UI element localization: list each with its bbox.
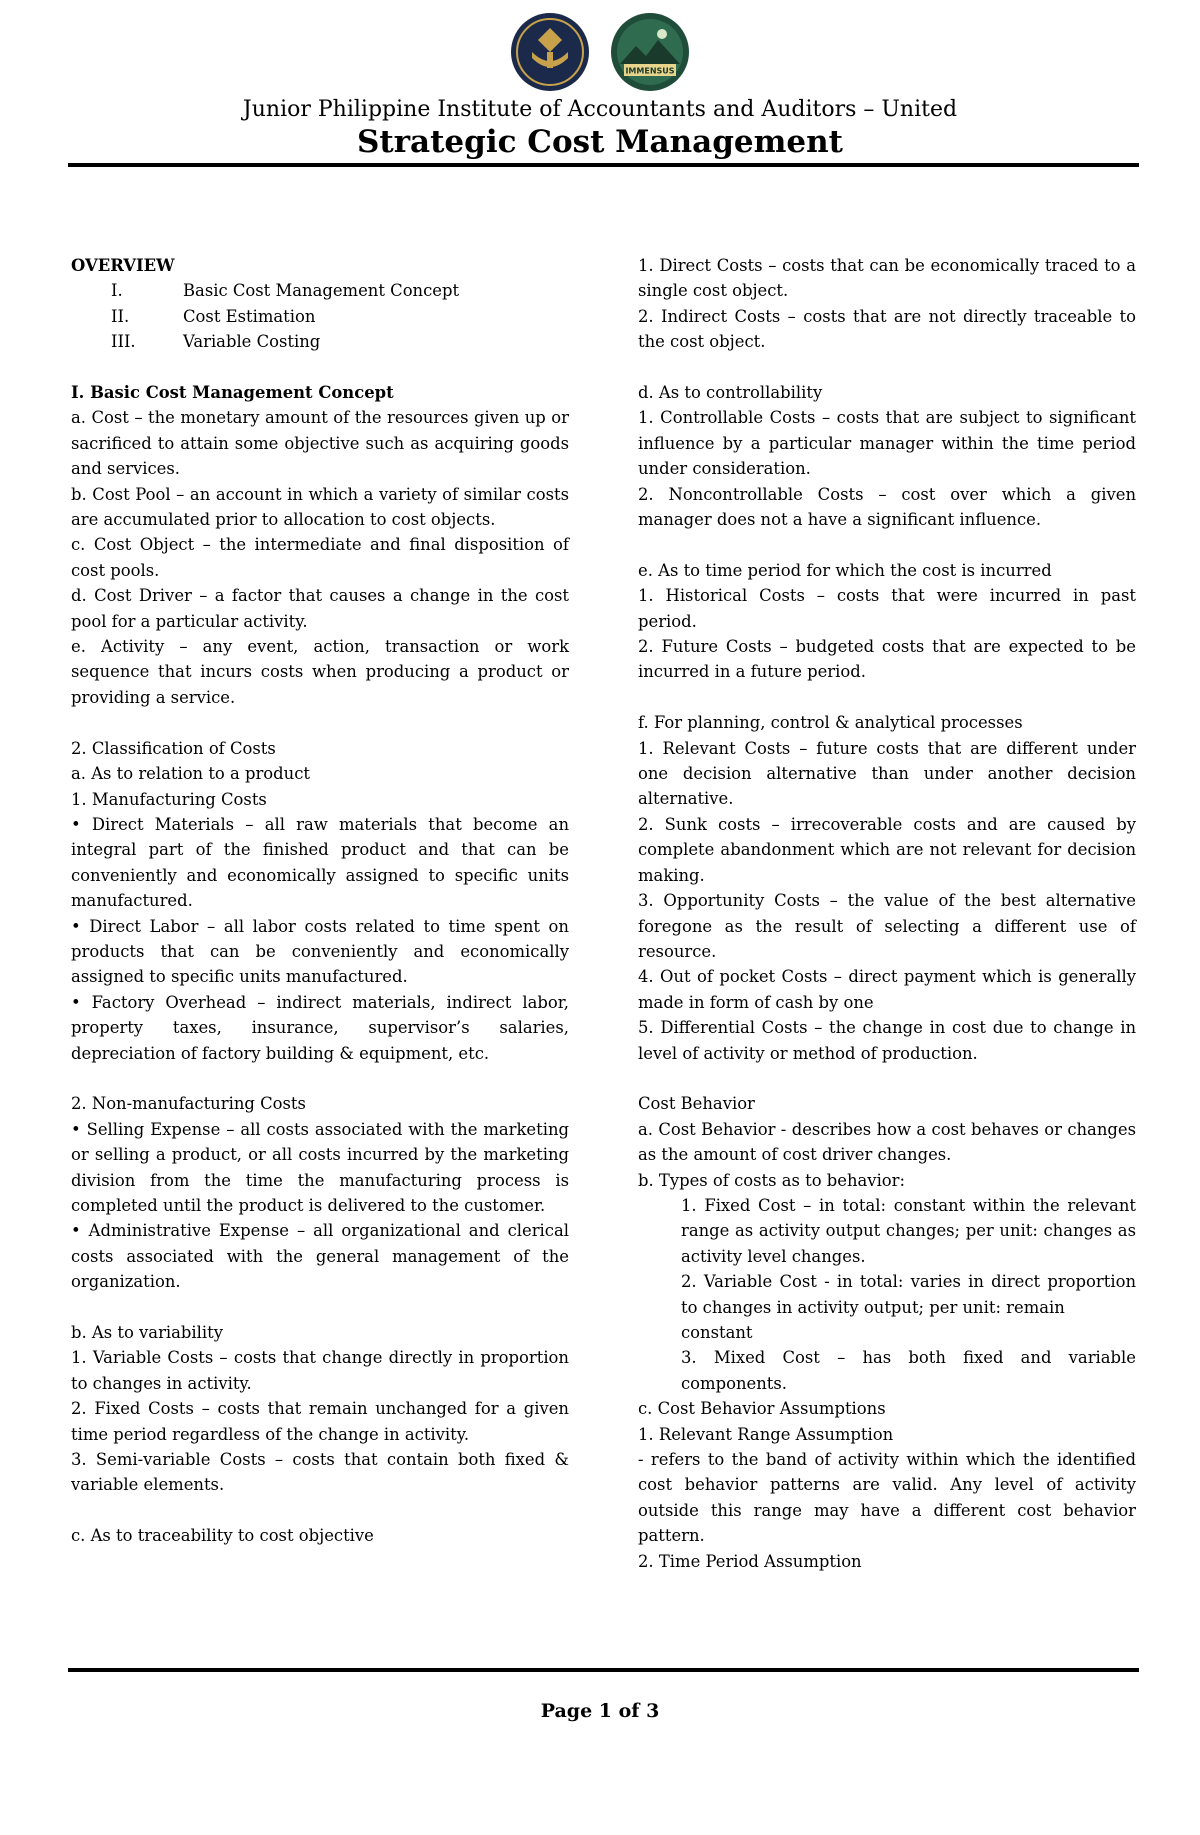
item-fixed-cost: 1. Fixed Cost – in total: constant within the relevant range as activity output changes; per unit: changes as activity level changes. <box>681 1195 1136 1266</box>
item-mixed-cost: 3. Mixed Cost – has both fixed and variable components. <box>681 1348 1136 1393</box>
subsection-heading: Cost Behavior <box>638 1094 755 1114</box>
item-fixed-costs: 2. Fixed Costs – costs that remain unchanged for a given time period regardless of the change in activity. <box>71 1399 569 1444</box>
bullet-administrative-expense: • Administrative Expense – all organizational and clerical costs associated with the general management of the organization. <box>71 1221 569 1292</box>
spacer <box>638 1066 1136 1091</box>
header-divider <box>68 163 1139 167</box>
subsection-heading: e. As to time period for which the cost is incurred <box>638 560 1052 580</box>
subsection-heading: 2. Classification of Costs <box>71 738 276 758</box>
overview-item-number: II. <box>111 306 130 326</box>
subsection-heading: c. As to traceability to cost objective <box>71 1526 374 1546</box>
item-future-costs: 2. Future Costs – budgeted costs that are expected to be incurred in a future period. <box>638 637 1136 682</box>
subsection-heading: f. For planning, control & analytical processes <box>638 713 1023 733</box>
bullet-direct-materials: • Direct Materials – all raw materials that become an integral part of the finished product and that can be conveniently and economically assigned to specific units manufactured. <box>71 814 569 911</box>
logo-group <box>0 12 1200 92</box>
spacer <box>71 1498 569 1523</box>
section-heading: I. Basic Cost Management Concept <box>71 383 394 403</box>
overview-item <box>71 329 569 354</box>
subsection-heading: 2. Time Period Assumption <box>638 1551 862 1571</box>
definition-activity: e. Activity – any event, action, transaction or work sequence that incurs costs when producing a product or providing a service. <box>71 637 569 707</box>
jpiaa-seal-logo <box>510 12 590 92</box>
item-noncontrollable-costs: 2. Noncontrollable Costs – cost over which a given manager does not a have a significant influence. <box>638 484 1136 530</box>
definition-cost-driver: d. Cost Driver – a factor that causes a change in the cost pool for a particular activity. <box>71 586 569 631</box>
left-column <box>71 253 569 1549</box>
bullet-factory-overhead: • Factory Overhead – indirect materials, indirect labor, property taxes, insurance, supervisor’s salaries, depreciation of factory building & equipment, etc. <box>71 992 569 1063</box>
subsection-heading: a. As to relation to a product <box>71 764 310 784</box>
item-historical-costs: 1. Historical Costs – costs that were incurred in past period. <box>638 586 1136 631</box>
bullet-direct-labor: • Direct Labor – all labor costs related to time spent on products that can be conveniently and economically assigned to specific units manufactured. <box>71 916 569 987</box>
item-sunk-costs: 2. Sunk costs – irrecoverable costs and are caused by complete abandonment which are not relevant for decision making. <box>638 814 1136 885</box>
item-semi-variable-costs: 3. Semi-variable Costs – costs that contain both fixed & variable elements. <box>71 1450 569 1495</box>
immensus-logo <box>610 12 690 92</box>
subsection-heading: c. Cost Behavior Assumptions <box>638 1399 886 1419</box>
spacer <box>638 685 1136 710</box>
overview-item-number: I. <box>111 281 123 301</box>
immensus-logo-text: IMMENSUS <box>625 66 675 76</box>
item-variable-cost: 2. Variable Cost - in total: varies in direct proportion to changes in activity output; per unit: remain <box>681 1272 1136 1317</box>
subsection-heading: b. As to variability <box>71 1323 223 1342</box>
spacer <box>71 1066 569 1091</box>
spacer <box>638 355 1136 380</box>
item-relevant-costs: 1. Relevant Costs – future costs that are different under one decision alternative than under another decision alternative. <box>638 738 1136 809</box>
item-indirect-costs: 2. Indirect Costs – costs that are not directly traceable to the cost object. <box>638 306 1136 352</box>
subsection-heading: 2. Non-manufacturing Costs <box>71 1094 306 1114</box>
item-differential-costs: 5. Differential Costs – the change in cost due to change in level of activity or method of production. <box>638 1018 1136 1063</box>
overview-item-label: Variable Costing <box>183 332 321 352</box>
subsection-heading: 1. Manufacturing Costs <box>71 789 267 809</box>
spacer <box>71 355 569 380</box>
overview-heading: OVERVIEW <box>71 256 175 275</box>
item-controllable-costs: 1. Controllable Costs – costs that are subject to significant influence by a particular manager within the time period under consideration. <box>638 408 1136 479</box>
item-direct-costs: 1. Direct Costs – costs that can be economically traced to a single cost object. <box>638 256 1136 301</box>
right-column <box>638 253 1136 1574</box>
item-relevant-range-text: - refers to the band of activity within which the identified cost behavior patterns are valid. Any level of activity outside this range may have a different cost behavior pattern. <box>638 1450 1136 1546</box>
subsection-heading: d. As to controllability <box>638 383 823 403</box>
overview-item-label: Cost Estimation <box>183 306 316 326</box>
item-cost-behavior-types: b. Types of costs as to behavior: <box>638 1170 906 1190</box>
page-number: Page 1 of 3 <box>540 1700 660 1722</box>
item-variable-cost-continued: constant <box>681 1323 753 1342</box>
overview-item-label: Basic Cost Management Concept <box>183 281 460 301</box>
spacer <box>638 532 1136 557</box>
definition-cost-pool: b. Cost Pool – an account in which a variety of similar costs are accumulated prior to allocation to cost objects. <box>71 484 569 530</box>
organization-name: Junior Philippine Institute of Accountants and Auditors – United <box>242 97 958 122</box>
item-variable-costs: 1. Variable Costs – costs that change directly in proportion to changes in activity. <box>71 1348 569 1393</box>
footer-divider <box>68 1668 1139 1672</box>
overview-item <box>71 278 569 303</box>
item-out-of-pocket-costs: 4. Out of pocket Costs – direct payment which is generally made in form of cash by one <box>638 967 1136 1012</box>
overview-item <box>71 304 569 329</box>
subsection-heading: 1. Relevant Range Assumption <box>638 1424 894 1444</box>
bullet-selling-expense: • Selling Expense – all costs associated with the marketing or selling a product, or all costs incurred by the marketing division from the time the manufacturing process is completed until the product is delivered to the customer. <box>71 1119 569 1215</box>
definition-cost: a. Cost – the monetary amount of the resources given up or sacrificed to attain some objective such as acquiring goods and services. <box>71 408 569 479</box>
spacer <box>71 710 569 735</box>
item-opportunity-costs: 3. Opportunity Costs – the value of the best alternative foregone as the result of selecting a different use of resource. <box>638 891 1136 961</box>
definition-cost-object: c. Cost Object – the intermediate and final disposition of cost pools. <box>71 535 569 580</box>
spacer <box>71 1295 569 1320</box>
item-cost-behavior-definition: a. Cost Behavior - describes how a cost behaves or changes as the amount of cost driver changes. <box>638 1119 1136 1165</box>
document-title: Strategic Cost Management <box>356 124 843 160</box>
overview-item-number: III. <box>111 332 136 352</box>
